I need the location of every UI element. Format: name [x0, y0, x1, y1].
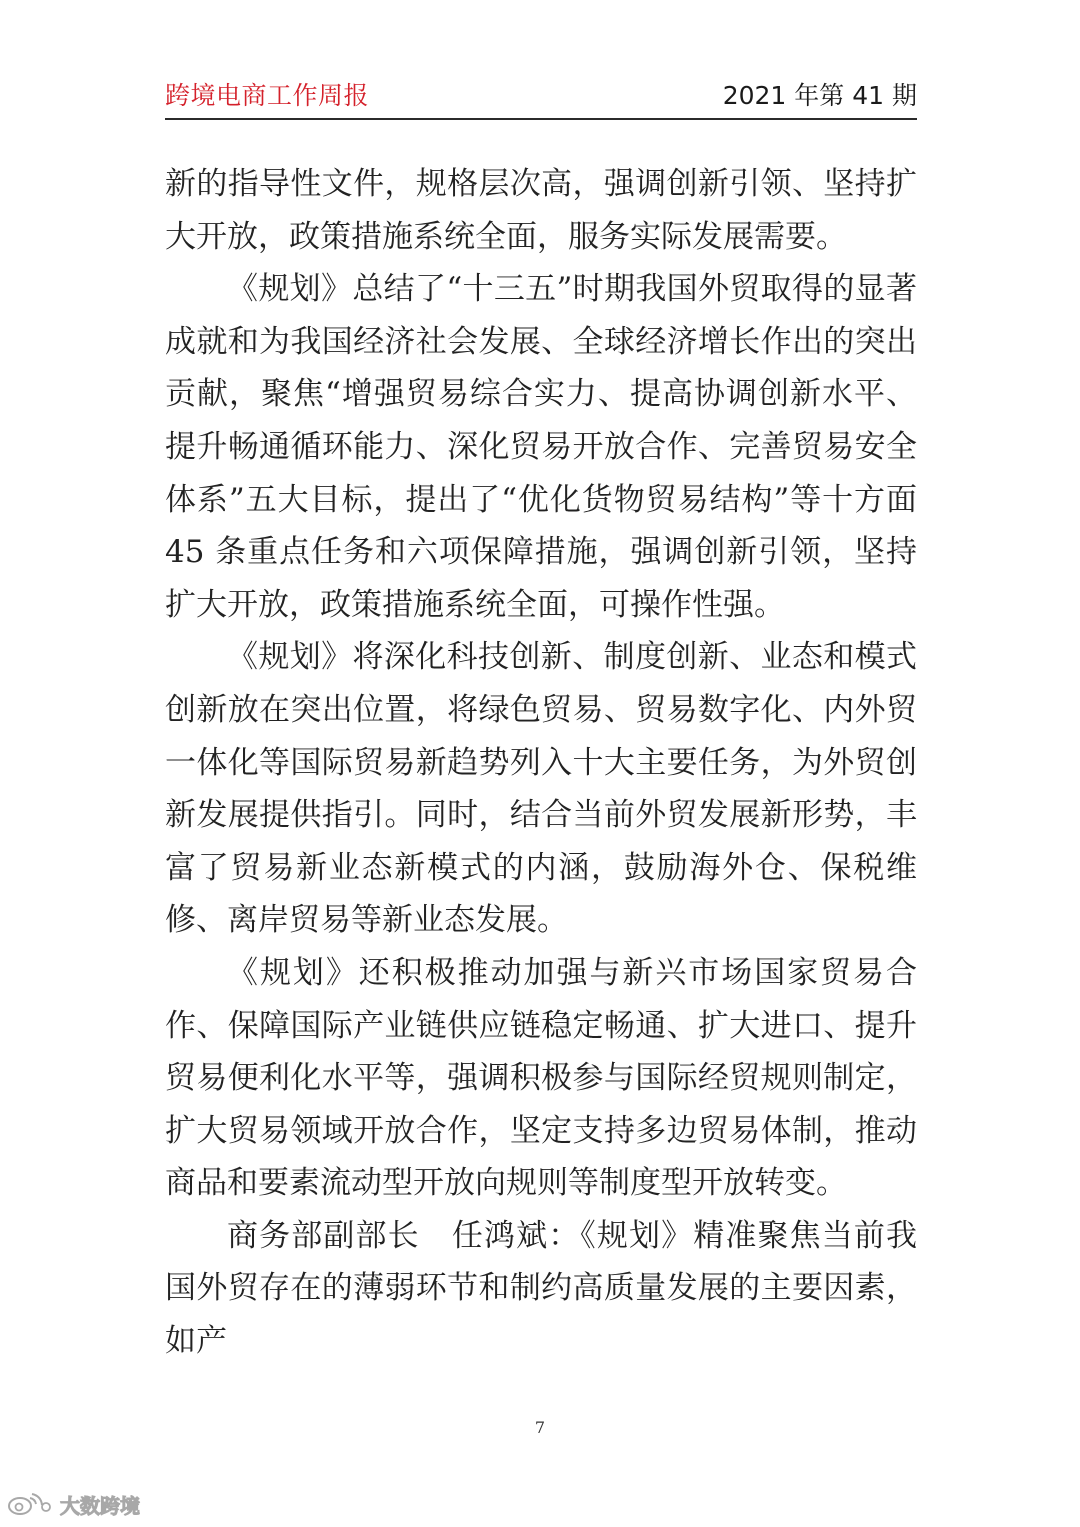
paragraph: 《规划》总结了“十三五”时期我国外贸取得的显著成就和为我国经济社会发展、全球经济增长作出的突出贡献，聚焦“增强贸易综合实力、提高协调创新水平、提升畅通循环能力、深化贸易开放合作、完善贸易安全体系”五大目标，提出了“优化货物贸易结构”等十方面 45 条重点任务和六项保障措施，强调创新引领，坚持扩大开放，政策措施系统全面，可操作性强。 — [165, 271, 917, 623]
paragraph-continuation: 新的指导性文件，规格层次高，强调创新引领、坚持扩大开放，政策措施系统全面，服务实际发展需要。 — [165, 166, 917, 255]
page-header — [165, 76, 917, 112]
weibo-logo-icon — [6, 1492, 54, 1516]
paragraph: 《规划》将深化科技创新、制度创新、业态和模式创新放在突出位置，将绿色贸易、贸易数字化、内外贸一体化等国际贸易新趋势列入十大主要任务，为外贸创新发展提供指引。同时，结合当前外贸发展新形势，丰富了贸易新业态新模式的内涵，鼓励海外仓、保税维修、离岸贸易等新业态发展。 — [165, 639, 917, 939]
newsletter-title: 跨境电商工作周报 — [165, 81, 370, 110]
paragraph: 商务部副部长 任鸿斌：《规划》精准聚焦当前我国外贸存在的薄弱环节和制约高质量发展的主要因素，如产 — [165, 1217, 917, 1360]
watermark — [6, 1490, 140, 1518]
watermark-text: 大数跨境 — [60, 1493, 140, 1518]
header-divider — [165, 118, 917, 120]
article-body — [165, 158, 917, 1368]
issue-number: 2021 年第 41 期 — [722, 81, 917, 110]
paragraph: 《规划》还积极推动加强与新兴市场国家贸易合作、保障国际产业链供应链稳定畅通、扩大进口、提升贸易便利化水平等，强调积极参与国际经贸规则制定，扩大贸易领域开放合作，坚定支持多边贸易体制，推动商品和要素流动型开放向规则等制度型开放转变。 — [165, 954, 917, 1202]
page-number: 7 — [534, 1418, 546, 1437]
